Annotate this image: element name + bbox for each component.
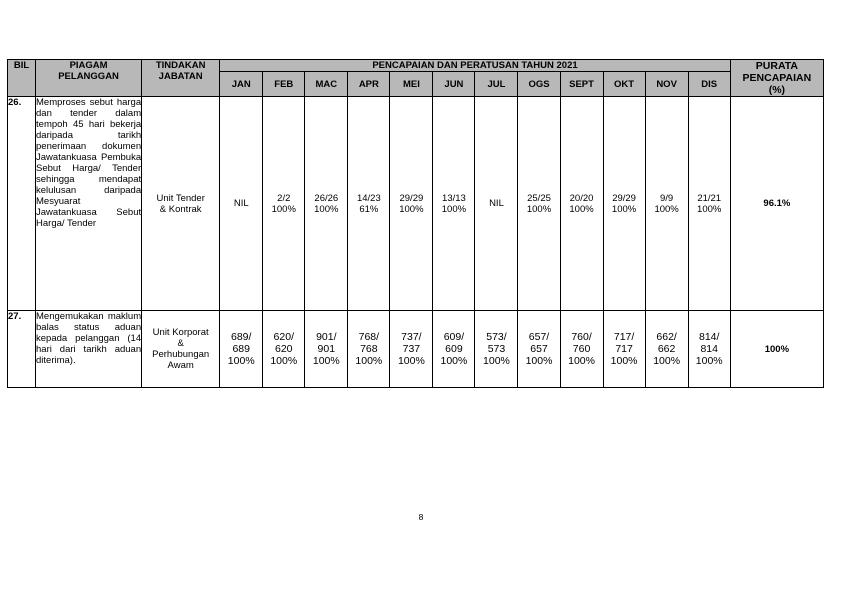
header-purata-line: PENCAPAIAN (742, 72, 812, 84)
month-value-line: 573/ (486, 331, 507, 343)
row-month-value (560, 97, 603, 311)
row-month-value (688, 97, 730, 311)
row-month-value (390, 97, 433, 311)
month-value-line: 20/20 (569, 192, 594, 204)
month-value-line: 814/ (698, 331, 720, 343)
row-month-value (518, 311, 560, 388)
row-month-value (263, 97, 305, 311)
month-value-line: 573 (487, 343, 506, 355)
row-bil: 27. (8, 311, 36, 388)
row-month-value (390, 311, 433, 388)
row-month-value (560, 311, 603, 388)
header-piagam-line: PIAGAM (69, 60, 108, 71)
header-tindakan-line: JABATAN (158, 71, 203, 82)
row-month-value (348, 311, 390, 388)
month-value-line: 100% (271, 203, 296, 215)
month-value-line: 901 (317, 343, 336, 355)
achievement-table (7, 59, 824, 388)
header-month: MAC (305, 72, 348, 97)
month-value-line: NIL (489, 198, 504, 209)
row-bil: 26. (8, 97, 36, 311)
row-month-value (220, 97, 263, 311)
month-value-line: 100% (483, 355, 510, 367)
row-tindakan-line: & Kontrak (159, 203, 202, 215)
month-value-line: 29/29 (612, 192, 636, 204)
header-month: NOV (645, 72, 688, 97)
month-value-line: 768 (360, 343, 378, 355)
month-value-line: 100% (568, 355, 595, 367)
row-month-value (305, 311, 348, 388)
month-value-line: 814 (700, 343, 718, 355)
month-value-line: 768/ (358, 331, 380, 343)
row-tindakan (142, 97, 220, 311)
month-value-line: 620/ (273, 331, 294, 343)
month-value-line: 737 (402, 343, 421, 355)
month-value-line: 100% (525, 355, 553, 367)
header-tindakan-line: TINDAKAN (155, 60, 206, 71)
row-month-value (518, 97, 560, 311)
header-month: JAN (220, 72, 263, 97)
month-value-line: 760/ (571, 331, 592, 343)
month-value-line: 100% (355, 355, 383, 367)
month-value-line: 662 (657, 343, 676, 355)
row-purata: 96.1% (730, 97, 823, 311)
month-value-line: 100% (397, 355, 425, 367)
month-value-line: 25/25 (527, 192, 551, 204)
month-value-line: 620 (275, 343, 293, 355)
header-month: SEPT (560, 72, 603, 97)
month-value-line: 689 (232, 343, 250, 355)
month-value-line: 100% (610, 355, 638, 367)
row-month-value (305, 97, 348, 311)
row-month-value (220, 311, 263, 388)
header-purata-line: (%) (768, 84, 786, 96)
row-month-value (348, 97, 390, 311)
header-month: OKT (603, 72, 645, 97)
month-value-line: NIL (233, 198, 249, 209)
header-tindakan (142, 60, 220, 97)
month-value-line: 100% (399, 203, 424, 215)
row-month-value (603, 97, 645, 311)
header-row-1 (8, 60, 824, 72)
row-tindakan-line: Unit Korporat (152, 327, 209, 338)
page-number: 8 (418, 512, 424, 522)
month-value-line: 100% (440, 355, 468, 367)
month-value-line: 100% (312, 355, 340, 367)
row-month-value (263, 311, 305, 388)
table-row (8, 311, 824, 388)
month-value-line: 100% (611, 203, 637, 215)
header-month: MEI (390, 72, 433, 97)
header-month: DIS (688, 72, 730, 97)
month-value-line: 737/ (401, 331, 422, 343)
row-month-value (688, 311, 730, 388)
month-value-line: 100% (441, 203, 467, 215)
month-value-line: 13/13 (442, 192, 466, 204)
month-value-line: 100% (526, 203, 552, 215)
month-value-line: 609/ (443, 331, 465, 343)
month-value-line: 760 (572, 343, 591, 355)
row-tindakan-line: Unit Tender (156, 192, 205, 204)
header-purata (730, 60, 823, 97)
month-value-line: 657 (530, 343, 548, 355)
month-value-line: 9/9 (660, 192, 674, 204)
month-value-line: 609 (445, 343, 463, 355)
header-bil: BIL (8, 60, 36, 97)
month-value-line: 100% (569, 203, 594, 215)
row-month-value (645, 97, 688, 311)
month-value-line: 100% (270, 355, 298, 367)
row-purata: 100% (730, 311, 823, 388)
month-value-line: 689/ (231, 331, 252, 343)
row-month-value (475, 97, 518, 311)
month-value-line: 662/ (656, 331, 677, 343)
header-purata-line: PURATA (755, 60, 798, 72)
header-month: OGS (518, 72, 560, 97)
month-value-line: 2/2 (277, 192, 291, 204)
month-value-line: 717/ (613, 331, 635, 343)
month-value-line: 14/23 (356, 192, 381, 204)
header-pencapaian: PENCAPAIAN DAN PERATUSAN TAHUN 2021 (220, 60, 731, 72)
row-month-value (475, 311, 518, 388)
month-value-line: 26/26 (314, 192, 339, 204)
month-value-line: 657/ (528, 331, 550, 343)
row-piagam: Memproses sebut harga dan tender dalam tempoh 45 hari bekerja daripada tarikh penerimaan dokumen Jawatankuasa Pembuka Sebut Harga/ Tender sehingga mendapat kelulusan daripada Mesyuarat Jawatankuasa Sebut Harga/ Tender (36, 97, 142, 311)
row-tindakan (142, 311, 220, 388)
month-value-line: 100% (314, 203, 339, 215)
row-piagam: Mengemukakan maklum balas status aduan kepada pelanggan (14 hari dari tarikh aduan diterima). (36, 311, 142, 388)
row-tindakan-line: Awam (167, 360, 194, 371)
header-month: JUL (475, 72, 518, 97)
row-month-value (433, 97, 475, 311)
month-value-line: 717 (615, 343, 633, 355)
table-row (8, 97, 824, 311)
header-piagam (36, 60, 142, 97)
row-month-value (603, 311, 645, 388)
header-month: FEB (263, 72, 305, 97)
row-tindakan-line: & (177, 338, 184, 349)
month-value-line: 100% (653, 355, 681, 367)
header-month: JUN (433, 72, 475, 97)
row-tindakan-line: Perhubungan (152, 349, 210, 360)
row-month-value (433, 311, 475, 388)
month-value-line: 100% (227, 355, 255, 367)
month-value-line: 100% (695, 355, 723, 367)
month-value-line: 29/29 (399, 192, 424, 204)
header-month: APR (348, 72, 390, 97)
month-value-line: 100% (654, 203, 679, 215)
month-value-line: 100% (697, 203, 722, 215)
month-value-line: 901/ (316, 331, 337, 343)
month-value-line: 61% (359, 203, 379, 215)
row-month-value (645, 311, 688, 388)
month-value-line: 21/21 (697, 192, 722, 204)
header-piagam-line: PELANGGAN (58, 71, 119, 82)
